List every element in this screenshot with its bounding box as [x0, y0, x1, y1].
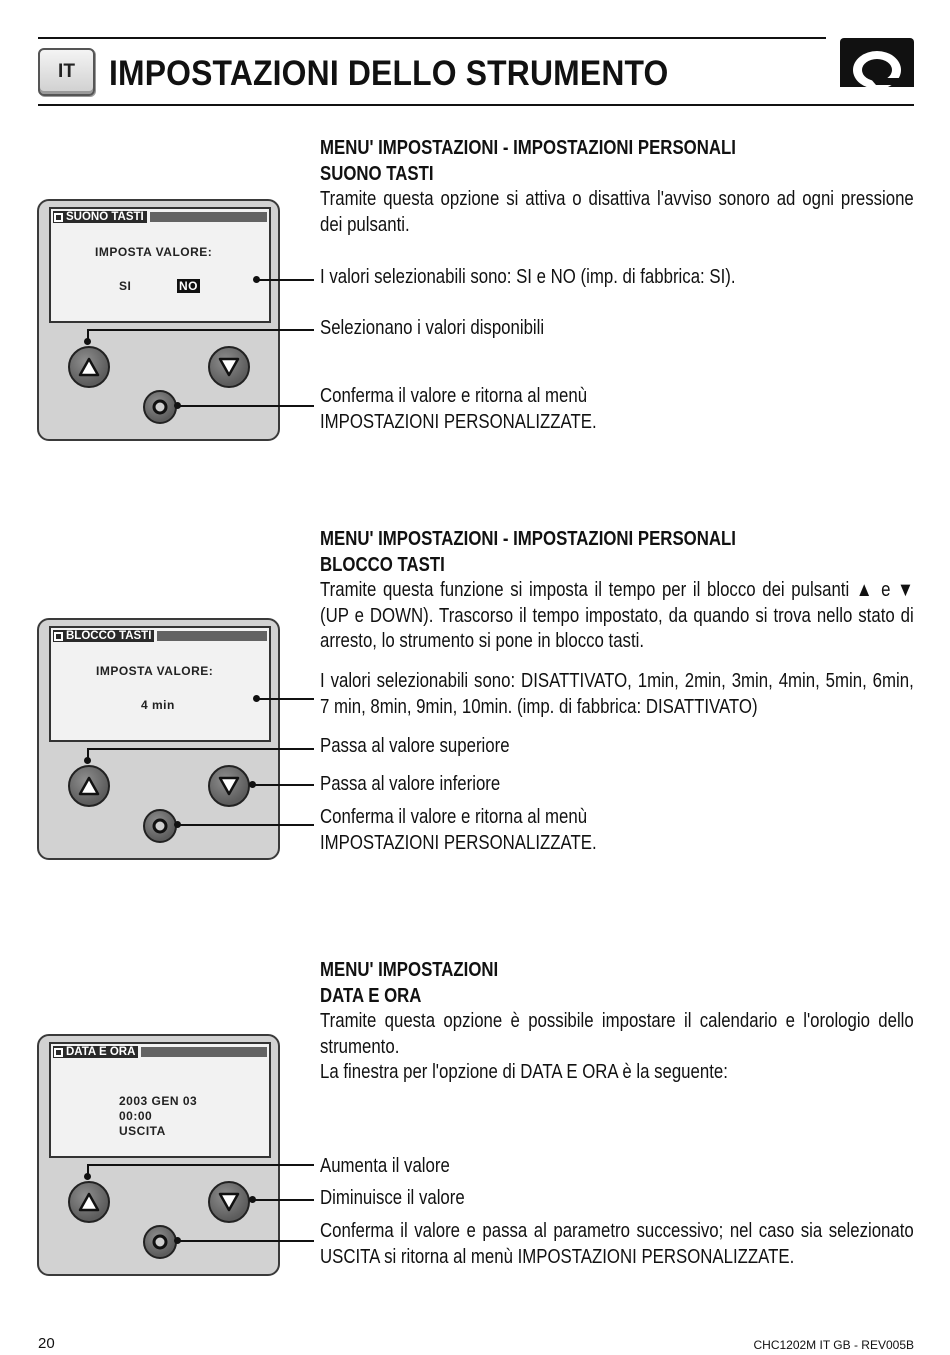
section-subheading: DATA E ORA: [320, 984, 422, 1007]
leader-line-down: [252, 784, 314, 786]
lcd-title: SUONO TASTI: [53, 211, 147, 223]
lcd-value: 4 min: [141, 698, 175, 712]
leader-line-updown-v: [87, 330, 89, 342]
lcd-title-bar: [53, 630, 267, 642]
down-arrow-icon: [218, 776, 240, 796]
header-rule-top: [38, 37, 826, 39]
ok-note-line: Conferma il valore e ritorna al menù: [320, 385, 588, 407]
values-note: I valori selezionabili sono: SI e NO (imp. di fabbrica: SI).: [320, 266, 736, 288]
ok-button[interactable]: [143, 390, 177, 424]
up-arrow-icon: [78, 357, 100, 377]
leader-line-up: [87, 1164, 314, 1166]
ok-ring-icon: [151, 817, 169, 835]
ok-button[interactable]: [143, 1225, 177, 1259]
down-arrow-icon: [218, 357, 240, 377]
section-heading: MENU' IMPOSTAZIONI - IMPOSTAZIONI PERSONALI: [320, 528, 736, 550]
section-heading: MENU' IMPOSTAZIONI - IMPOSTAZIONI PERSONALI: [320, 137, 736, 159]
lcd-dots: [157, 631, 267, 641]
document-code: CHC1202M IT GB - REV005B: [753, 1338, 914, 1352]
lcd-title-bar: [53, 1046, 267, 1058]
language-badge: IT: [38, 48, 95, 96]
lcd-display: [49, 207, 271, 323]
leader-line-ok: [177, 1240, 314, 1242]
ok-note: [320, 384, 914, 435]
values-note: I valori selezionabili sono: DISATTIVATO, 1min, 2min, 3min, 4min, 5min, 6min, 7 min, 8min, 9min, 10min. (imp. di fabbrica: DISATTIVATO): [320, 670, 914, 718]
lcd-title: BLOCCO TASTI: [53, 630, 154, 642]
section-text-suono-tasti: [320, 136, 914, 238]
down-button[interactable]: [208, 765, 250, 807]
lcd-option-si: SI: [119, 279, 132, 293]
down-button[interactable]: [208, 346, 250, 388]
section-description: Tramite questa funzione si imposta il tempo per il blocco dei pulsanti ▲ e ▼ (UP e DOWN). Trascorso il tempo impostato, da quando si trova nello stato di arresto, lo strumento si pone in blocco tasti.: [320, 579, 914, 652]
page-number: 20: [38, 1335, 55, 1352]
section-description: La finestra per l'opzione di DATA E ORA è la seguente:: [320, 1061, 728, 1083]
ok-ring-icon: [151, 1233, 169, 1251]
leader-line-ok: [177, 824, 314, 826]
leader-line-up-v: [87, 1165, 89, 1177]
section-subheading: SUONO TASTI: [320, 162, 434, 185]
lcd-display: [49, 626, 271, 742]
down-note: Passa al valore inferiore: [320, 773, 501, 795]
leader-line-up-v: [87, 749, 89, 761]
up-arrow-icon: [78, 776, 100, 796]
page-title: IMPOSTAZIONI DELLO STRUMENTO: [109, 54, 669, 93]
leader-line-values: [256, 279, 314, 281]
lcd-dots: [150, 212, 267, 222]
ok-ring-icon: [151, 398, 169, 416]
down-note: Diminuisce il valore: [320, 1187, 465, 1209]
leader-line-ok: [177, 405, 314, 407]
q-logo-icon: [840, 38, 914, 94]
lcd-exit: USCITA: [119, 1124, 166, 1138]
down-button[interactable]: [208, 1181, 250, 1223]
lcd-date: 2003 GEN 03: [119, 1094, 198, 1108]
ok-note-line: IMPOSTAZIONI PERSONALIZZATE.: [320, 410, 597, 433]
lcd-line: IMPOSTA VALORE:: [95, 245, 213, 259]
up-note: Passa al valore superiore: [320, 735, 510, 757]
ok-button[interactable]: [143, 809, 177, 843]
up-down-note: Selezionano i valori disponibili: [320, 317, 545, 339]
lcd-dots: [141, 1047, 267, 1057]
section-description: Tramite questa opzione si attiva o disattiva l'avviso sonoro ad ogni pressione dei pulsanti.: [320, 188, 914, 236]
section-text-data-e-ora: [320, 958, 914, 1086]
leader-line-up: [87, 748, 314, 750]
section-heading: MENU' IMPOSTAZIONI: [320, 959, 499, 981]
lcd-line: IMPOSTA VALORE:: [96, 664, 214, 678]
up-arrow-icon: [78, 1192, 100, 1212]
section-text-blocco-tasti: [320, 527, 914, 655]
up-button[interactable]: [68, 346, 110, 388]
leader-line-updown: [87, 329, 314, 331]
section-description: Tramite questa opzione è possibile impostare il calendario e l'orologio dello strumento.: [320, 1010, 914, 1058]
up-note: Aumenta il valore: [320, 1155, 450, 1177]
up-button[interactable]: [68, 765, 110, 807]
lcd-display: [49, 1042, 271, 1158]
ok-note: Conferma il valore e passa al parametro successivo; nel caso sia selezionato USCITA si ritorna al menù IMPOSTAZIONI PERSONALIZZATE.: [320, 1220, 914, 1268]
ok-note-line: Conferma il valore e ritorna al menù: [320, 806, 588, 828]
lcd-time: 00:00: [119, 1109, 153, 1123]
leader-line-down: [252, 1199, 314, 1201]
lcd-title-bar: [53, 211, 267, 223]
header-rule-bottom: [38, 104, 914, 106]
section-subheading: BLOCCO TASTI: [320, 553, 445, 576]
ok-note-line: IMPOSTAZIONI PERSONALIZZATE.: [320, 831, 597, 854]
leader-line-values: [256, 698, 314, 700]
ok-note: [320, 805, 914, 856]
down-arrow-icon: [218, 1192, 240, 1212]
lcd-title: DATA E ORA: [53, 1046, 138, 1058]
lcd-option-no-selected: NO: [179, 279, 198, 293]
up-button[interactable]: [68, 1181, 110, 1223]
